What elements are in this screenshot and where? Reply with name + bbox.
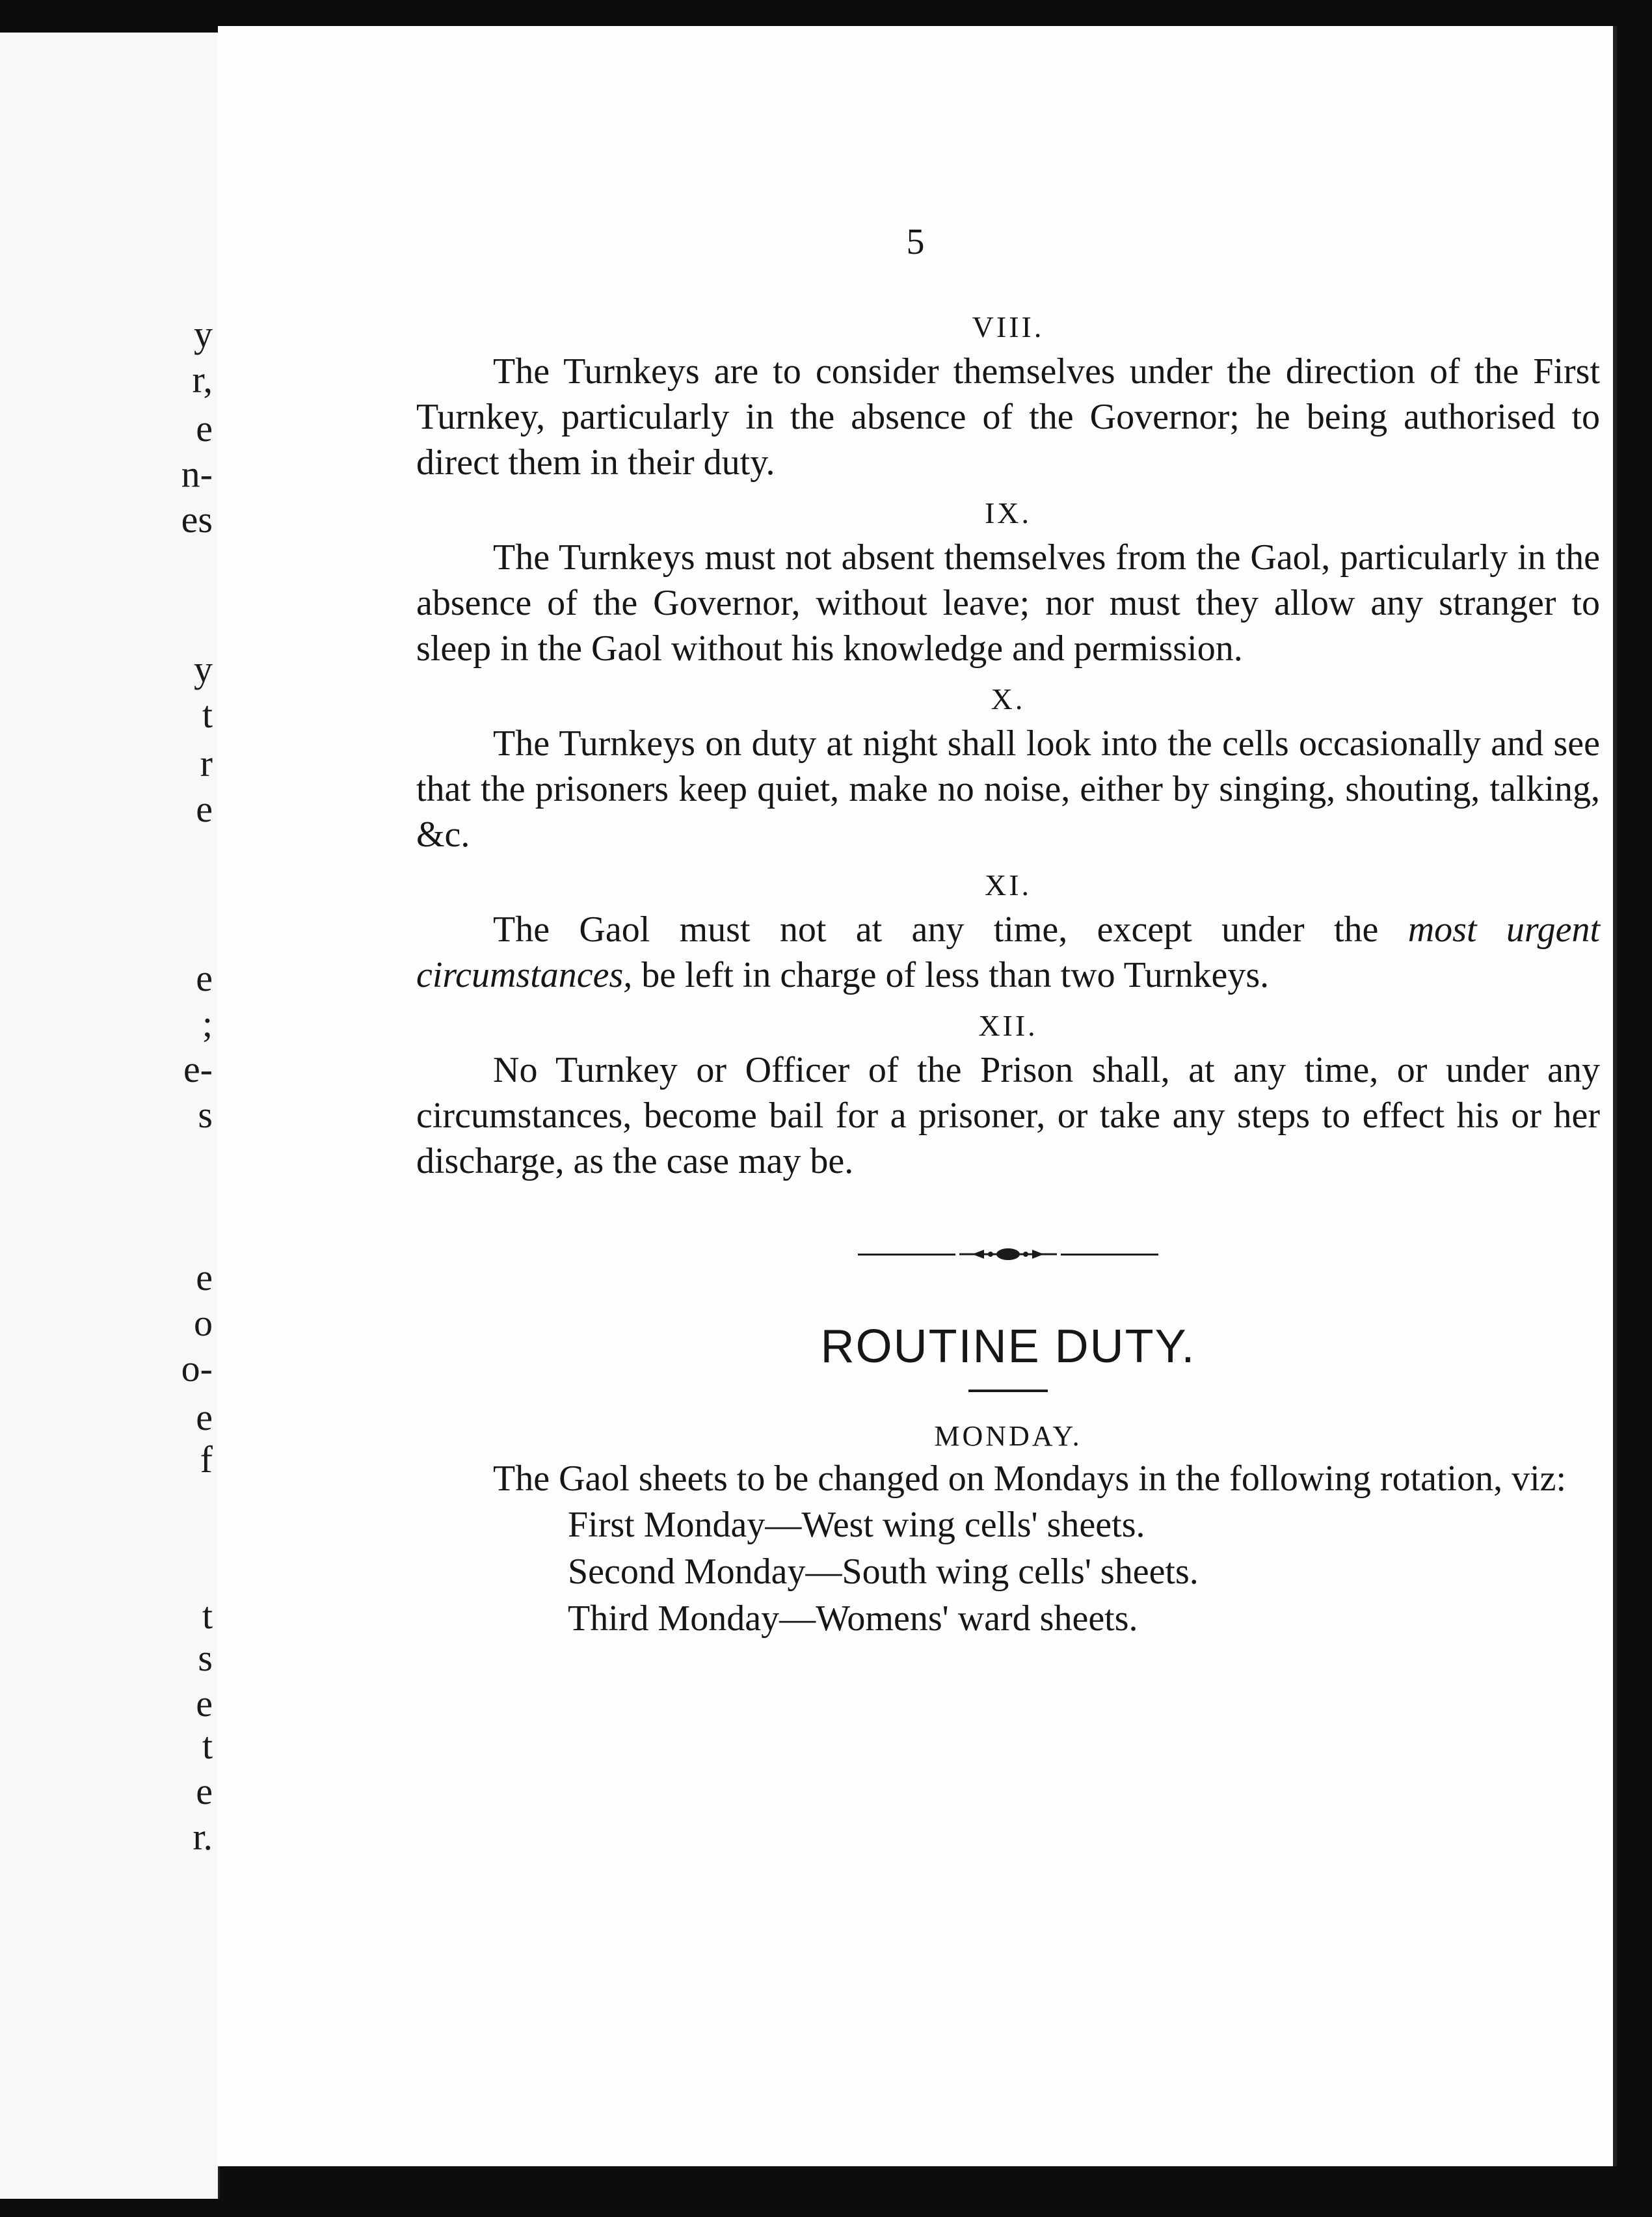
page-number: 5 <box>906 222 925 262</box>
facing-page-fragment-text: s <box>198 1094 213 1136</box>
divider-line-left <box>858 1254 955 1256</box>
facing-page-fragment-text: e <box>196 788 213 830</box>
facing-page-fragment-text: r. <box>193 1816 213 1858</box>
rule-number-x: X. <box>991 682 1026 716</box>
routine-intro: The Gaol sheets to be changed on Mondays in the following rotation, viz: <box>493 1458 1567 1499</box>
document-page <box>218 26 1617 2166</box>
rule-text-ix: The Turnkeys must not absent themselves from the Gaol, particularly in the absence of the Governor, without leave; nor must they allow any stranger to sleep in the Gaol without his knowledge and permission. <box>416 537 1600 669</box>
rule-number-xii: XII. <box>978 1009 1038 1042</box>
facing-page-fragment-text: o <box>194 1302 213 1344</box>
rotation-item: Second Monday—South wing cells' sheets. <box>568 1552 1199 1592</box>
facing-page-fragment-text: t <box>202 1725 213 1767</box>
rule-text-xi <box>416 907 1600 998</box>
page-content <box>416 306 1600 1642</box>
facing-page-fragment-text: f <box>200 1438 213 1481</box>
rule-number-viii: VIII. <box>972 310 1045 343</box>
facing-page-fragment-text: es <box>181 498 213 541</box>
rule-text-xi-start: The Gaol must not at any time, except under the <box>493 909 1408 950</box>
facing-page-fragment-text: y <box>194 648 213 690</box>
facing-page-fragment-text: n- <box>181 453 213 495</box>
rule-number-ix: IX. <box>984 496 1032 530</box>
rotation-item: First Monday—West wing cells' sheets. <box>568 1505 1145 1545</box>
facing-page-fragment-text: e <box>196 407 213 450</box>
rotation-item: Third Monday—Womens' ward sheets. <box>568 1598 1138 1639</box>
rule-text-viii: The Turnkeys are to consider themselves under the direction of the First Turnkey, particularly in the absence of the Governor; he being authorised to direct them in their duty. <box>416 351 1600 483</box>
rule-text-xi-emphasis: most urgent circumstances, <box>416 909 1601 995</box>
facing-page-fragment-text: t <box>202 693 213 736</box>
rule-text-xii: No Turnkey or Officer of the Prison shall, at any time, or under any circumstances, become bail for a prisoner, or take any steps to effect his or her discharge, as the case may be. <box>416 1050 1600 1181</box>
facing-page-fragment-text: e- <box>183 1048 213 1090</box>
facing-page-fragment-text: e <box>196 1770 213 1812</box>
ornamental-divider <box>416 1241 1600 1267</box>
facing-page-fragment-text: e <box>196 1682 213 1725</box>
facing-page-fragment-text: ; <box>202 1002 213 1045</box>
facing-page-fragment-text: y <box>194 313 213 355</box>
facing-page-fragment-text: r, <box>192 358 213 401</box>
facing-page-fragment-text: r <box>200 742 213 785</box>
divider-line-right <box>1061 1254 1158 1256</box>
rule-text-x: The Turnkeys on duty at night shall look into the cells occasionally and see that the prisoners keep quiet, make no noise, either by singing, shouting, talking, &c. <box>416 723 1600 855</box>
rule-text-xi-end: be left in charge of less than two Turnkeys. <box>632 955 1270 995</box>
rule-number-xi: XI. <box>984 868 1032 902</box>
ornament-icon <box>959 1244 1057 1264</box>
rotation-list <box>416 1501 1600 1642</box>
section-heading: ROUTINE DUTY. <box>820 1321 1196 1373</box>
facing-page-fragment-text: o- <box>181 1347 213 1390</box>
facing-page-fragment-text: s <box>198 1637 213 1679</box>
facing-page-fragment-text: e <box>196 1396 213 1438</box>
facing-page-fragment-text: t <box>202 1594 213 1637</box>
facing-page-fragment-text: e <box>196 957 213 999</box>
heading-underline <box>968 1390 1048 1392</box>
facing-page-fragment-text: e <box>196 1256 213 1298</box>
facing-page-fragment <box>0 33 220 2199</box>
day-label: MONDAY. <box>934 1420 1082 1452</box>
